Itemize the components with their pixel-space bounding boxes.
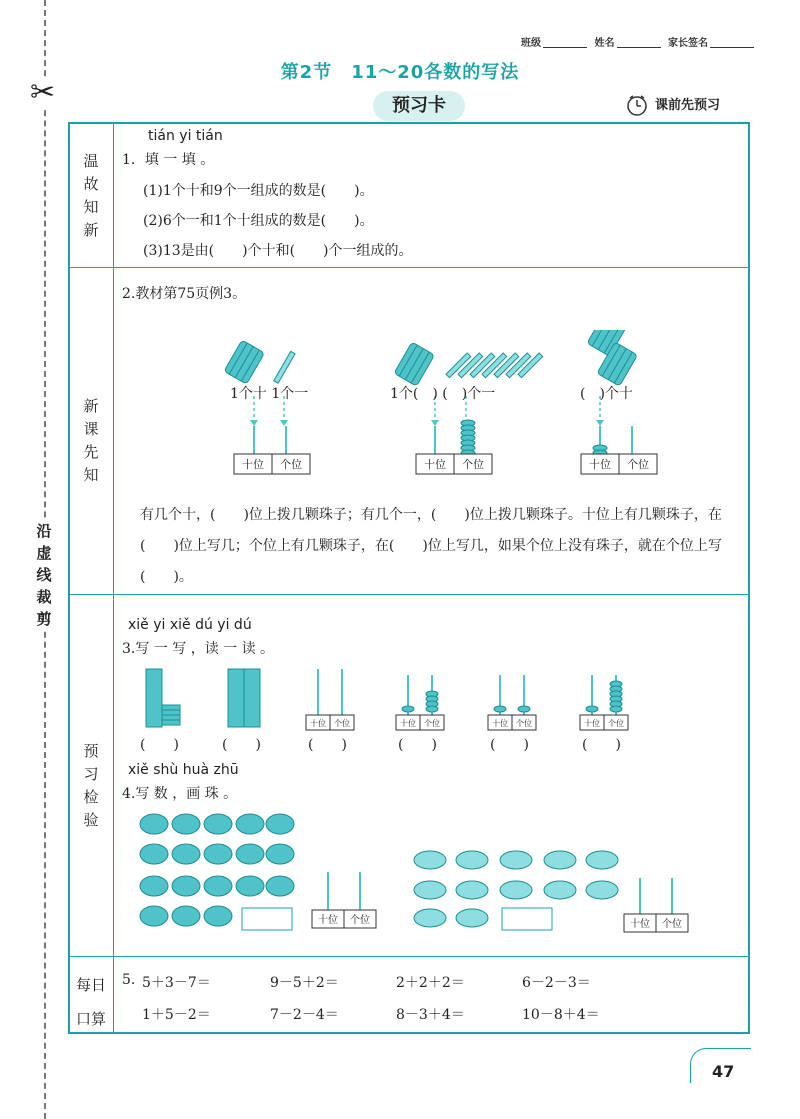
class-label: 班级 (521, 38, 542, 49)
q2-title: 2.教材第75页例3。 (122, 286, 247, 302)
stick-icons (446, 353, 543, 378)
q1-item-1: (1)1个十和9个一组成的数是( )。 (143, 183, 374, 199)
q5-expr: 2＋2＋2＝ (396, 975, 465, 991)
q3-answer-6[interactable]: ( ) (582, 737, 621, 753)
name-label: 姓名 (594, 38, 615, 49)
q4-title: 4.写 数 ，画 珠 。 (122, 786, 238, 802)
card-title: 预习卡 (373, 91, 465, 121)
label-review: 温 故 知 新 (83, 152, 99, 239)
q1-item-3: (3)13是由( )个十和( )个一组成的。 (143, 243, 413, 259)
q3-answer-2[interactable]: ( ) (222, 737, 261, 753)
header-fields (521, 34, 758, 49)
svg-text:十位: 十位 (424, 458, 446, 471)
q1-title: 1．填 一 填 。 (122, 152, 215, 168)
stick-bundle-icon (394, 342, 435, 386)
q2-label-group-2: 1个( ) ( )个一 (390, 386, 496, 402)
ten-block-icon (146, 669, 180, 727)
svg-text:个位: 个位 (516, 719, 532, 728)
svg-text:十位: 十位 (242, 458, 264, 471)
svg-text:个位: 个位 (627, 458, 649, 471)
row-divider (68, 594, 750, 595)
svg-text:十位: 十位 (310, 719, 326, 728)
row-divider (68, 267, 750, 268)
q1-item-2: (2)6个一和1个十组成的数是( )。 (143, 213, 374, 229)
q5-expr: 10－8＋4＝ (522, 1007, 600, 1023)
q3-answer-5[interactable]: ( ) (490, 737, 529, 753)
svg-text:十位: 十位 (589, 458, 611, 471)
q3-answer-1[interactable]: ( ) (140, 737, 179, 753)
label-new-lesson: 新 课 先 知 (83, 397, 99, 484)
scissors-icon: ✂ (30, 75, 56, 110)
q2-illustrations (220, 330, 720, 480)
preview-tag: 课前先预习 (655, 98, 721, 113)
svg-text:十位: 十位 (400, 719, 416, 728)
q3-pinyin: xiě yi xiě dú yi dú (128, 617, 252, 633)
answer-box (502, 908, 552, 930)
q1-pinyin: tián yi tián (148, 128, 223, 144)
q5-expr: 5＋3－7＝ (142, 975, 211, 991)
q5-expr: 6－2－3＝ (522, 975, 591, 991)
svg-text:个位: 个位 (280, 458, 302, 471)
q5-number: 5. (122, 972, 136, 988)
q2-label-group-3: ( )个十 (580, 386, 633, 402)
q2-label-group-1: 1个十 1个一 (230, 386, 309, 402)
svg-text:个位: 个位 (424, 719, 440, 728)
answer-box (242, 908, 292, 930)
svg-text:十位: 十位 (584, 719, 600, 728)
page-number: 47 (712, 1062, 735, 1081)
q3-illustrations (130, 665, 650, 740)
row-divider (68, 956, 750, 957)
cut-instruction: 沿 虚 线 裁 剪 (30, 520, 58, 630)
q5-expr: 7－2－4＝ (270, 1007, 339, 1023)
stick-icon (274, 351, 295, 383)
q4-illustrations (132, 810, 732, 940)
q2-paragraph: 有几个十，( )位上拨几颗珠子；有几个一，( )位上拨几颗珠子。十位上有几颗珠子，在( )位上写几；个位上有几颗珠子，在( )位上写几，如果个位上没有珠子，就在个位上写( )。 (140, 507, 722, 585)
svg-text:个位: 个位 (662, 919, 682, 930)
q3-answer-4[interactable]: ( ) (398, 737, 437, 753)
parent-signature-label: 家长签名 (668, 38, 708, 49)
label-column-divider (113, 122, 114, 1034)
label-daily-calc: 每日 口算 (75, 976, 106, 1028)
svg-text:个位: 个位 (608, 719, 624, 728)
svg-text:个位: 个位 (334, 719, 350, 728)
ten-block-icon (228, 669, 260, 727)
class-field[interactable] (543, 47, 587, 48)
name-field[interactable] (617, 47, 661, 48)
q4-pinyin: xiě shù huà zhū (128, 762, 239, 778)
svg-text:个位: 个位 (350, 915, 370, 926)
q3-title: 3.写 一 写 ，读 一 读 。 (122, 641, 275, 657)
q5-expr: 8－3＋4＝ (396, 1007, 465, 1023)
section-title: 第2节 11～20各数的写法 (280, 62, 520, 83)
q5-expr: 1＋5－2＝ (142, 1007, 211, 1023)
q3-answer-3[interactable]: ( ) (308, 737, 347, 753)
svg-text:十位: 十位 (492, 719, 508, 728)
svg-text:十位: 十位 (630, 919, 650, 930)
q5-expr: 9－5＋2＝ (270, 975, 339, 991)
svg-text:个位: 个位 (462, 458, 484, 471)
label-preview-check: 预 习 检 验 (83, 742, 99, 829)
parent-signature-field[interactable] (710, 47, 754, 48)
svg-text:十位: 十位 (318, 915, 338, 926)
stick-bundle-icon (224, 340, 265, 384)
